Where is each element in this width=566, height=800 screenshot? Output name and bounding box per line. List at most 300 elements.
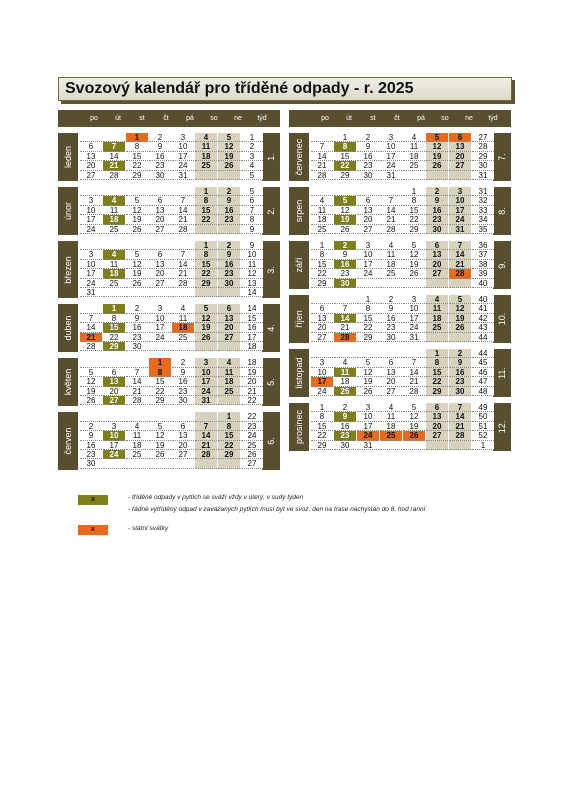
day-cell: 17 [195,377,217,386]
day-cell: 20 [149,269,171,278]
day-cell: 19 [334,215,356,224]
day-cell [103,187,125,196]
day-cell: 21 [195,441,217,450]
day-cell: 20 [357,215,379,224]
day-cell: 2 [80,422,102,431]
day-cell: 3 [357,241,379,250]
day-cell: 30 [426,225,448,234]
day-cell: 11 [380,412,402,421]
day-cell: 22 [149,387,171,396]
day-cell: 15 [426,368,448,377]
day-cell: 21 [380,215,402,224]
day-cell: 1 [149,358,171,367]
month-name: únor [58,187,78,235]
day-cell [357,349,379,358]
week-number: 28 [472,142,494,151]
day-cell [103,241,125,250]
day-cell: 29 [126,171,148,180]
week-number: 23 [241,422,263,431]
day-cell: 23 [334,269,356,278]
day-cell: 10 [357,250,379,259]
month-name: červen [58,412,78,469]
day-cell: 10 [357,412,379,421]
day-cell: 20 [172,441,194,450]
week-number: 14 [241,304,263,313]
day-cell: 12 [126,206,148,215]
week-number: 20 [241,377,263,386]
day-cell: 8 [195,196,217,205]
day-cell: 5 [403,241,425,250]
day-cell: 3 [449,187,471,196]
day-cell: 29 [357,333,379,342]
day-cell: 26 [126,225,148,234]
day-cell: 18 [380,260,402,269]
day-cell: 8 [357,304,379,313]
day-cell [380,187,402,196]
day-cell: 24 [172,161,194,170]
day-cell: 1 [403,187,425,196]
day-header: út [346,115,352,122]
day-cell: 26 [426,161,448,170]
day-cell: 13 [80,152,102,161]
day-cell: 19 [126,215,148,224]
day-cell: 20 [426,422,448,431]
day-cell: 2 [218,187,240,196]
day-cell: 7 [380,196,402,205]
month-name: leden [58,133,78,181]
day-cell: 9 [380,304,402,313]
week-number: 38 [472,260,494,269]
day-cell: 22 [357,323,379,332]
month-number: 3. [262,241,280,298]
day-cell: 5 [426,133,448,142]
day-cell: 19 [426,152,448,161]
day-cell: 19 [357,377,379,386]
day-cell: 16 [357,152,379,161]
day-cell: 14 [126,377,148,386]
day-cell: 11 [426,304,448,313]
day-cell: 27 [426,269,448,278]
day-cell: 18 [311,215,333,224]
day-cell: 31 [380,171,402,180]
day-cell [103,133,125,142]
day-cell: 8 [126,142,148,151]
day-cell: 6 [311,304,333,313]
day-cell [380,441,402,450]
legend-collection-text-1: - tříděné odpady v pytlích se sváží vždy v úterý, v sudý týden [128,494,304,501]
day-cell [149,459,171,468]
month-name: prosinec [289,403,309,451]
week-number: 27 [472,133,494,142]
day-cell: 21 [334,323,356,332]
day-cell: 13 [172,431,194,440]
day-cell [80,358,102,367]
day-cell: 17 [311,377,333,386]
day-cell: 26 [403,269,425,278]
day-cell: 31 [195,396,217,405]
day-cell: 26 [80,396,102,405]
month-block [58,358,280,406]
week-number: 13 [241,279,263,288]
day-cell: 15 [403,206,425,215]
day-cell: 4 [103,250,125,259]
day-cell: 10 [80,260,102,269]
day-cell [149,412,171,421]
day-cell: 3 [172,133,194,142]
week-number: 43 [472,323,494,332]
day-cell: 28 [449,431,471,440]
day-cell: 3 [195,358,217,367]
day-cell: 21 [449,260,471,269]
day-cell: 8 [103,314,125,323]
day-cell [149,288,171,297]
day-cell: 11 [172,314,194,323]
day-cell [80,412,102,421]
day-cell: 2 [172,358,194,367]
day-cell: 23 [149,161,171,170]
month-number: 4. [262,304,280,352]
week-number: 11 [241,260,263,269]
day-cell: 19 [218,152,240,161]
day-cell [126,358,148,367]
day-cell: 3 [403,295,425,304]
day-cell: 3 [357,403,379,412]
week-number: 7 [241,206,263,215]
day-cell: 12 [126,260,148,269]
day-cell: 12 [449,304,471,313]
day-cell: 18 [334,377,356,386]
day-cell: 4 [426,295,448,304]
day-cell: 12 [403,412,425,421]
day-cell [195,225,217,234]
week-number: 50 [472,412,494,421]
day-cell: 3 [380,133,402,142]
day-cell [449,333,471,342]
day-header: čt [394,115,400,122]
day-cell: 2 [126,304,148,313]
day-cell: 28 [172,279,194,288]
week-number: 30 [472,161,494,170]
day-cell: 25 [218,387,240,396]
day-cell: 25 [380,269,402,278]
day-cell: 30 [149,171,171,180]
day-cell: 28 [103,171,125,180]
day-cell: 21 [403,377,425,386]
day-cell: 13 [380,368,402,377]
day-cell: 26 [449,323,471,332]
day-cell: 13 [311,314,333,323]
day-cell: 1 [426,349,448,358]
day-cell: 15 [311,260,333,269]
day-cell: 27 [426,431,448,440]
month-block [58,187,280,235]
day-cell: 10 [311,368,333,377]
day-cell: 8 [334,142,356,151]
week-number: 35 [472,225,494,234]
week-number: 6 [241,196,263,205]
day-cell: 18 [195,152,217,161]
week-number: 31 [472,171,494,180]
day-cell: 14 [80,323,102,332]
day-cell: 24 [449,215,471,224]
week-number: 18 [241,342,263,351]
day-cell: 19 [195,323,217,332]
week-number: 44 [472,333,494,342]
day-cell [195,342,217,351]
day-cell: 8 [195,250,217,259]
day-cell: 16 [149,152,171,161]
day-cell: 24 [380,161,402,170]
day-cell [126,288,148,297]
week-number: 5 [241,187,263,196]
day-cell: 2 [334,241,356,250]
month-number: 5. [262,358,280,406]
day-header: týd [257,115,267,122]
day-cell: 16 [380,314,402,323]
day-cell: 28 [334,333,356,342]
day-cell [334,295,356,304]
day-cell [334,349,356,358]
week-number: 16 [241,323,263,332]
day-header: čt [163,115,169,122]
day-cell: 15 [149,377,171,386]
day-header: út [115,115,121,122]
day-cell: 28 [80,342,102,351]
day-cell: 9 [357,142,379,151]
week-number: 24 [241,431,263,440]
day-cell: 22 [103,333,125,342]
day-cell: 10 [449,196,471,205]
month-block [289,187,511,235]
week-number: 9 [241,225,263,234]
day-cell: 4 [195,133,217,142]
day-cell: 20 [103,387,125,396]
day-cell: 14 [195,431,217,440]
day-header: ne [465,115,473,122]
page-title: Svozový kalendář pro tříděné odpady - r. 2025 [65,80,414,97]
day-cell: 30 [380,333,402,342]
day-cell: 31 [172,171,194,180]
day-cell: 9 [172,368,194,377]
day-cell: 12 [80,377,102,386]
day-cell: 5 [195,304,217,313]
day-cell: 13 [357,206,379,215]
day-cell: 17 [380,152,402,161]
day-cell: 4 [126,422,148,431]
day-cell [172,187,194,196]
day-cell: 4 [403,133,425,142]
day-cell: 14 [449,250,471,259]
day-cell: 7 [126,368,148,377]
day-cell [218,225,240,234]
day-cell: 30 [126,342,148,351]
week-number: 31 [472,187,494,196]
day-cell: 24 [403,323,425,332]
day-cell: 14 [103,152,125,161]
day-cell: 1 [357,295,379,304]
day-header: po [321,115,329,122]
week-number: 17 [241,333,263,342]
day-cell: 1 [334,133,356,142]
day-cell: 4 [103,196,125,205]
month-block [289,133,511,181]
day-cell: 3 [80,196,102,205]
day-cell [80,133,102,142]
day-cell [103,412,125,421]
month-name: listopad [289,349,309,397]
day-cell: 1 [195,187,217,196]
day-cell: 18 [103,269,125,278]
day-cell: 21 [172,269,194,278]
day-cell: 30 [357,171,379,180]
day-cell: 4 [311,196,333,205]
day-cell: 7 [403,358,425,367]
week-number: 10 [241,250,263,259]
day-cell: 9 [126,314,148,323]
day-cell: 14 [449,412,471,421]
day-cell: 12 [403,250,425,259]
day-cell [80,304,102,313]
day-cell: 10 [80,206,102,215]
day-cell: 31 [403,333,425,342]
day-cell: 7 [334,304,356,313]
day-cell: 16 [334,422,356,431]
day-cell: 8 [218,422,240,431]
week-number: 4 [241,161,263,170]
day-cell [195,288,217,297]
day-cell: 14 [172,206,194,215]
day-header-row [58,110,280,127]
day-cell [172,288,194,297]
day-cell: 6 [172,422,194,431]
day-cell: 31 [357,441,379,450]
week-number: 1 [241,133,263,142]
day-cell: 23 [380,323,402,332]
day-cell: 28 [126,396,148,405]
calendar [58,110,511,470]
week-number: 5 [241,171,263,180]
day-cell: 6 [149,250,171,259]
day-cell: 1 [103,304,125,313]
month-name: červenec [289,133,309,181]
day-cell: 10 [149,314,171,323]
day-cell: 15 [334,152,356,161]
week-number: 47 [472,377,494,386]
day-cell: 23 [426,215,448,224]
day-cell [172,412,194,421]
day-cell: 12 [149,431,171,440]
day-cell: 1 [311,403,333,412]
day-cell: 17 [403,314,425,323]
day-cell [426,441,448,450]
day-cell: 26 [357,387,379,396]
week-number: 27 [241,459,263,468]
day-cell: 11 [380,250,402,259]
day-cell: 8 [311,412,333,421]
month-block [58,412,280,469]
day-cell: 11 [218,368,240,377]
day-cell: 23 [357,161,379,170]
day-cell: 1 [218,412,240,421]
day-cell: 9 [334,250,356,259]
day-cell: 16 [334,260,356,269]
week-number: 41 [472,304,494,313]
month-number: 8. [493,187,511,235]
day-cell: 7 [172,196,194,205]
week-number: 42 [472,314,494,323]
day-cell: 11 [103,206,125,215]
day-cell [449,441,471,450]
day-cell: 29 [311,441,333,450]
day-cell: 4 [380,403,402,412]
month-name: srpen [289,187,309,235]
day-cell: 8 [311,250,333,259]
day-cell: 27 [149,279,171,288]
day-cell: 20 [80,161,102,170]
month-number: 11. [493,349,511,397]
day-cell [311,187,333,196]
day-cell: 10 [103,431,125,440]
day-cell: 5 [403,403,425,412]
day-cell: 3 [103,422,125,431]
day-cell: 13 [103,377,125,386]
day-cell: 4 [172,304,194,313]
day-cell: 6 [103,368,125,377]
day-cell: 21 [311,161,333,170]
title-box [58,77,512,101]
week-number: 22 [241,412,263,421]
day-header-row [289,110,511,127]
week-number: 2 [241,142,263,151]
day-cell: 21 [172,215,194,224]
day-cell: 29 [426,387,448,396]
month-block [289,349,511,397]
day-cell: 11 [195,142,217,151]
day-cell: 15 [195,260,217,269]
day-cell: 13 [449,142,471,151]
day-cell: 25 [334,387,356,396]
day-cell [334,187,356,196]
day-cell [126,241,148,250]
day-cell: 11 [126,431,148,440]
day-cell: 6 [357,196,379,205]
day-cell: 17 [357,422,379,431]
week-number: 18 [241,358,263,367]
day-cell: 16 [218,260,240,269]
day-cell: 6 [449,133,471,142]
day-cell: 30 [449,387,471,396]
day-cell: 23 [218,215,240,224]
day-cell [80,241,102,250]
month-name: květen [58,358,78,406]
day-cell [403,279,425,288]
week-number: 26 [241,450,263,459]
day-cell [149,187,171,196]
day-cell: 5 [334,196,356,205]
day-cell: 5 [126,196,148,205]
week-number: 14 [241,288,263,297]
day-cell: 13 [149,206,171,215]
day-cell: 20 [149,215,171,224]
week-number: 52 [472,431,494,440]
day-cell: 15 [103,323,125,332]
day-cell: 7 [172,250,194,259]
day-cell: 22 [218,441,240,450]
day-cell: 31 [449,225,471,234]
day-cell: 27 [218,333,240,342]
day-cell: 25 [103,225,125,234]
week-number: 15 [241,314,263,323]
